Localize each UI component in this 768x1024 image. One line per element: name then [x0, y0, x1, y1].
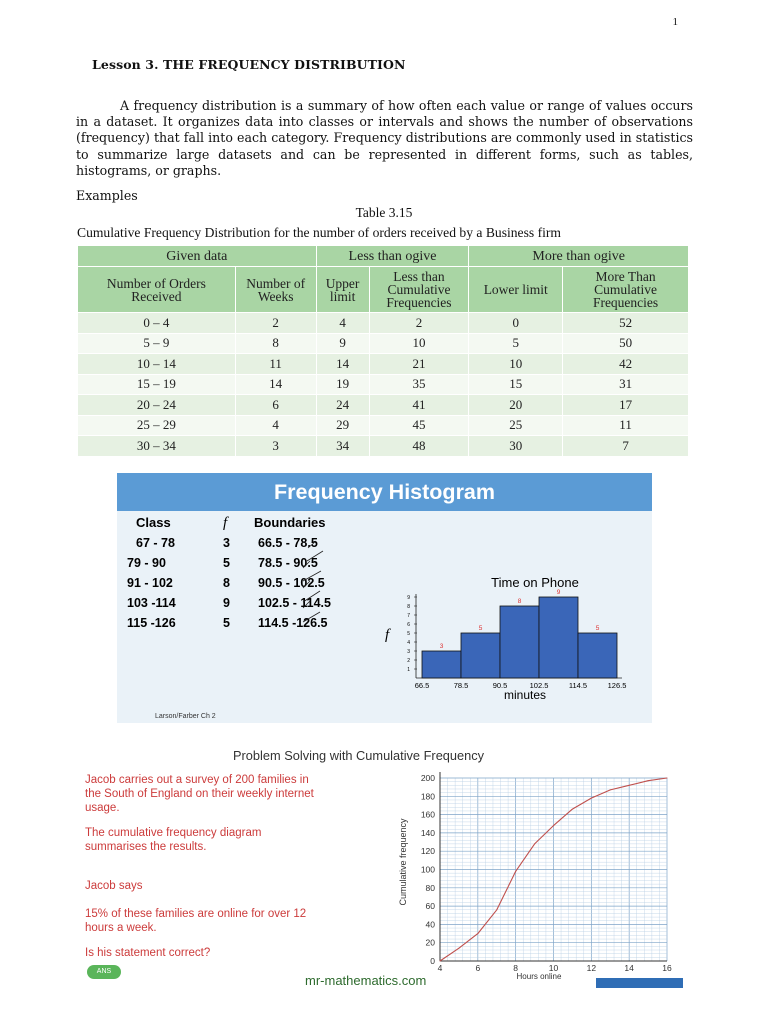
- intro-paragraph: [76, 98, 693, 179]
- column-header: Number of Weeks: [235, 267, 316, 313]
- table-cell: 10 – 14: [78, 354, 236, 375]
- y-tick-label: 5: [407, 631, 410, 637]
- bar-value-label: 9: [556, 589, 561, 596]
- table-cell: 30: [469, 436, 563, 457]
- footer-bar: [596, 978, 683, 988]
- question-line: The cumulative frequency diagram: [85, 827, 262, 839]
- y-tick-label: 2: [407, 658, 410, 664]
- curve-point: [553, 825, 554, 826]
- y-tick-label: 120: [420, 846, 435, 857]
- curve-point: [667, 778, 668, 779]
- table-cell: 34: [316, 436, 369, 457]
- x-tick-label: 78.5: [453, 681, 469, 690]
- class-value: 91 - 102: [127, 576, 173, 590]
- cumulative-x-label: Hours online: [516, 972, 562, 981]
- y-tick-label: 20: [425, 937, 435, 948]
- curve-point: [458, 948, 459, 949]
- y-tick-label: 1: [407, 667, 410, 673]
- column-header: Upper limit: [316, 267, 369, 313]
- table-cell: 50: [563, 333, 689, 354]
- group-header: More than ogive: [469, 246, 689, 267]
- table-cell: 4: [235, 415, 316, 436]
- y-tick-label: 8: [407, 604, 410, 610]
- table-row: [78, 333, 689, 354]
- table-cell: 29: [316, 415, 369, 436]
- x-tick-label: 66.5: [414, 681, 430, 690]
- group-header: Given data: [78, 246, 317, 267]
- table-cell: 25 – 29: [78, 415, 236, 436]
- question-line: the South of England on their weekly internet: [85, 788, 314, 800]
- x-tick-label: 102.5: [529, 681, 549, 690]
- table-cell: 10: [369, 333, 469, 354]
- column-header: Less than Cumulative Frequencies: [369, 267, 469, 313]
- bar-value-label: 5: [478, 625, 483, 632]
- table-cell: 8: [235, 333, 316, 354]
- y-tick-label: 9: [407, 595, 410, 601]
- x-tick-label: 16: [662, 963, 672, 973]
- histogram-figure: [117, 473, 652, 723]
- question-line: hours a week.: [85, 922, 157, 934]
- table-cell: 42: [563, 354, 689, 375]
- question-line: usage.: [85, 802, 120, 814]
- histogram-bar: [422, 651, 461, 678]
- histogram-heading: Frequency Histogram: [117, 473, 652, 511]
- boundary-value: 114.5 -126.5: [258, 616, 328, 630]
- x-tick-label: 4: [437, 963, 443, 973]
- boundaries-column-header: Boundaries: [254, 515, 326, 530]
- ans-button[interactable]: ANS: [87, 965, 121, 979]
- y-tick-label: 100: [420, 864, 435, 875]
- y-tick-label: 4: [407, 640, 410, 646]
- frequency-value: 5: [223, 556, 230, 570]
- frequency-histogram-slide: [117, 473, 652, 723]
- curve-point: [477, 933, 478, 934]
- y-tick-label: 3: [407, 649, 410, 655]
- x-tick-label: 114.5: [568, 681, 588, 690]
- table-cell: 0 – 4: [78, 313, 236, 334]
- y-tick-label: 140: [420, 827, 435, 838]
- table-cell: 19: [316, 374, 369, 395]
- table-title: Table 3.15: [355, 205, 413, 220]
- table-cell: 15 – 19: [78, 374, 236, 395]
- histogram-bar: [461, 633, 500, 678]
- class-value: 67 - 78: [136, 536, 175, 550]
- cumulative-frequency-table: [77, 245, 689, 457]
- class-value: 79 - 90: [127, 556, 166, 570]
- table-cell: 24: [316, 395, 369, 416]
- table-row: [78, 436, 689, 457]
- slide-title: Problem Solving with Cumulative Frequency: [233, 748, 485, 763]
- table-cell: 2: [369, 313, 469, 334]
- y-tick-label: 160: [420, 809, 435, 820]
- f-column-header: f: [223, 515, 228, 531]
- curve-point: [610, 789, 611, 790]
- table-cell: 11: [235, 354, 316, 375]
- table-row: [78, 374, 689, 395]
- table-cell: 5: [469, 333, 563, 354]
- histogram-bar: [500, 606, 539, 678]
- examples-label: Examples: [76, 188, 138, 203]
- question-line: Jacob carries out a survey of 200 families in: [85, 774, 309, 786]
- table-cell: 2: [235, 313, 316, 334]
- histogram-chart-title: Time on Phone: [491, 575, 579, 590]
- table-cell: 21: [369, 354, 469, 375]
- table-cell: 6: [235, 395, 316, 416]
- boundary-value: 90.5 - 102.5: [258, 576, 325, 590]
- y-tick-label: 80: [425, 882, 435, 893]
- y-tick-label: 40: [425, 919, 435, 930]
- cumulative-chart: [83, 740, 686, 992]
- table-cell: 48: [369, 436, 469, 457]
- table-cell: 5 – 9: [78, 333, 236, 354]
- frequency-value: 8: [223, 576, 230, 590]
- table-cell: 14: [316, 354, 369, 375]
- table-cell: 10: [469, 354, 563, 375]
- question-line: Is his statement correct?: [85, 947, 211, 959]
- table-cell: 15: [469, 374, 563, 395]
- y-tick-label: 0: [430, 956, 435, 966]
- table-cell: 3: [235, 436, 316, 457]
- y-tick-label: 6: [407, 622, 410, 628]
- table-caption: Cumulative Frequency Distribution for the number of orders received by a Business firm: [77, 225, 561, 240]
- column-header: Number of Orders Received: [78, 267, 236, 313]
- x-tick-label: 90.5: [492, 681, 508, 690]
- y-tick-label: 7: [407, 613, 410, 619]
- histogram-x-label: minutes: [503, 688, 547, 702]
- curve-point: [648, 780, 649, 781]
- table-cell: 35: [369, 374, 469, 395]
- x-tick-label: 6: [475, 963, 481, 973]
- curve-point: [496, 909, 497, 910]
- column-header: More Than Cumulative Frequencies: [563, 267, 689, 313]
- boundary-value: 66.5 - 78.5: [258, 536, 318, 550]
- x-tick-label: 14: [624, 963, 634, 973]
- group-header: Less than ogive: [316, 246, 469, 267]
- x-tick-label: 8: [513, 963, 519, 973]
- intro-paragraph-text: A frequency distribution is a summary of how often each value or range of values occurs in a dataset. It organizes data into classes or intervals and shows the number of observations (frequency) that fall into each category. Frequency distributions are commonly used in statistics to summarize large datasets and can be represented in different forms, such as tables, histograms, or graphs.: [76, 98, 693, 178]
- table-cell: 11: [563, 415, 689, 436]
- cumulative-y-label: Cumulative frequency: [398, 818, 408, 906]
- table-cell: 9: [316, 333, 369, 354]
- table-cell: 41: [369, 395, 469, 416]
- class-value: 103 -114: [127, 596, 176, 610]
- table-row: [78, 415, 689, 436]
- table-cell: 45: [369, 415, 469, 436]
- table-cell: 14: [235, 374, 316, 395]
- page-number: 1: [672, 16, 678, 28]
- y-tick-label: 60: [425, 901, 435, 912]
- y-tick-label: 200: [420, 773, 435, 783]
- boundary-value: 78.5 - 90.5: [258, 556, 318, 570]
- bar-value-label: 3: [439, 643, 444, 650]
- class-value: 115 -126: [127, 616, 176, 630]
- slide-credit: Larson/Farber Ch 2: [155, 713, 216, 720]
- table-cell: 20: [469, 395, 563, 416]
- histogram-bar: [539, 597, 578, 678]
- x-tick-label: 126.5: [607, 681, 627, 690]
- histogram-y-label: f: [385, 627, 390, 643]
- curve-point: [440, 961, 441, 962]
- table-cell: 7: [563, 436, 689, 457]
- table-cell: 25: [469, 415, 563, 436]
- curve-point: [629, 785, 630, 786]
- lesson-title: Lesson 3. THE FREQUENCY DISTRIBUTION: [92, 57, 406, 72]
- table-row: [78, 313, 689, 334]
- question-line: Jacob says: [85, 880, 143, 892]
- bar-value-label: 8: [517, 598, 522, 605]
- question-line: summarises the results.: [85, 841, 207, 853]
- boundary-value: 102.5 - 114.5: [258, 596, 331, 610]
- x-tick-label: 12: [586, 963, 597, 973]
- table-cell: 30 – 34: [78, 436, 236, 457]
- column-header: Lower limit: [469, 267, 563, 313]
- curve-point: [515, 871, 516, 872]
- table-row: [78, 395, 689, 416]
- site-watermark: mr-mathematics.com: [305, 973, 427, 988]
- bar-value-label: 5: [595, 625, 600, 632]
- curve-point: [572, 809, 573, 810]
- frequency-value: 5: [223, 616, 230, 630]
- table-cell: 52: [563, 313, 689, 334]
- table-cell: 31: [563, 374, 689, 395]
- frequency-value: 9: [223, 596, 230, 610]
- cumulative-frequency-slide: [83, 740, 686, 992]
- table-cell: 0: [469, 313, 563, 334]
- frequency-value: 3: [223, 536, 230, 550]
- table-row: [78, 354, 689, 375]
- histogram-bar: [578, 633, 617, 678]
- table-cell: 17: [563, 395, 689, 416]
- y-tick-label: 180: [420, 791, 435, 802]
- curve-point: [591, 798, 592, 799]
- x-tick-label: 10: [548, 963, 559, 973]
- question-line: 15% of these families are online for over 12: [85, 908, 307, 920]
- table-cell: 20 – 24: [78, 395, 236, 416]
- curve-point: [534, 843, 535, 844]
- class-column-header: Class: [136, 515, 171, 530]
- table-cell: 4: [316, 313, 369, 334]
